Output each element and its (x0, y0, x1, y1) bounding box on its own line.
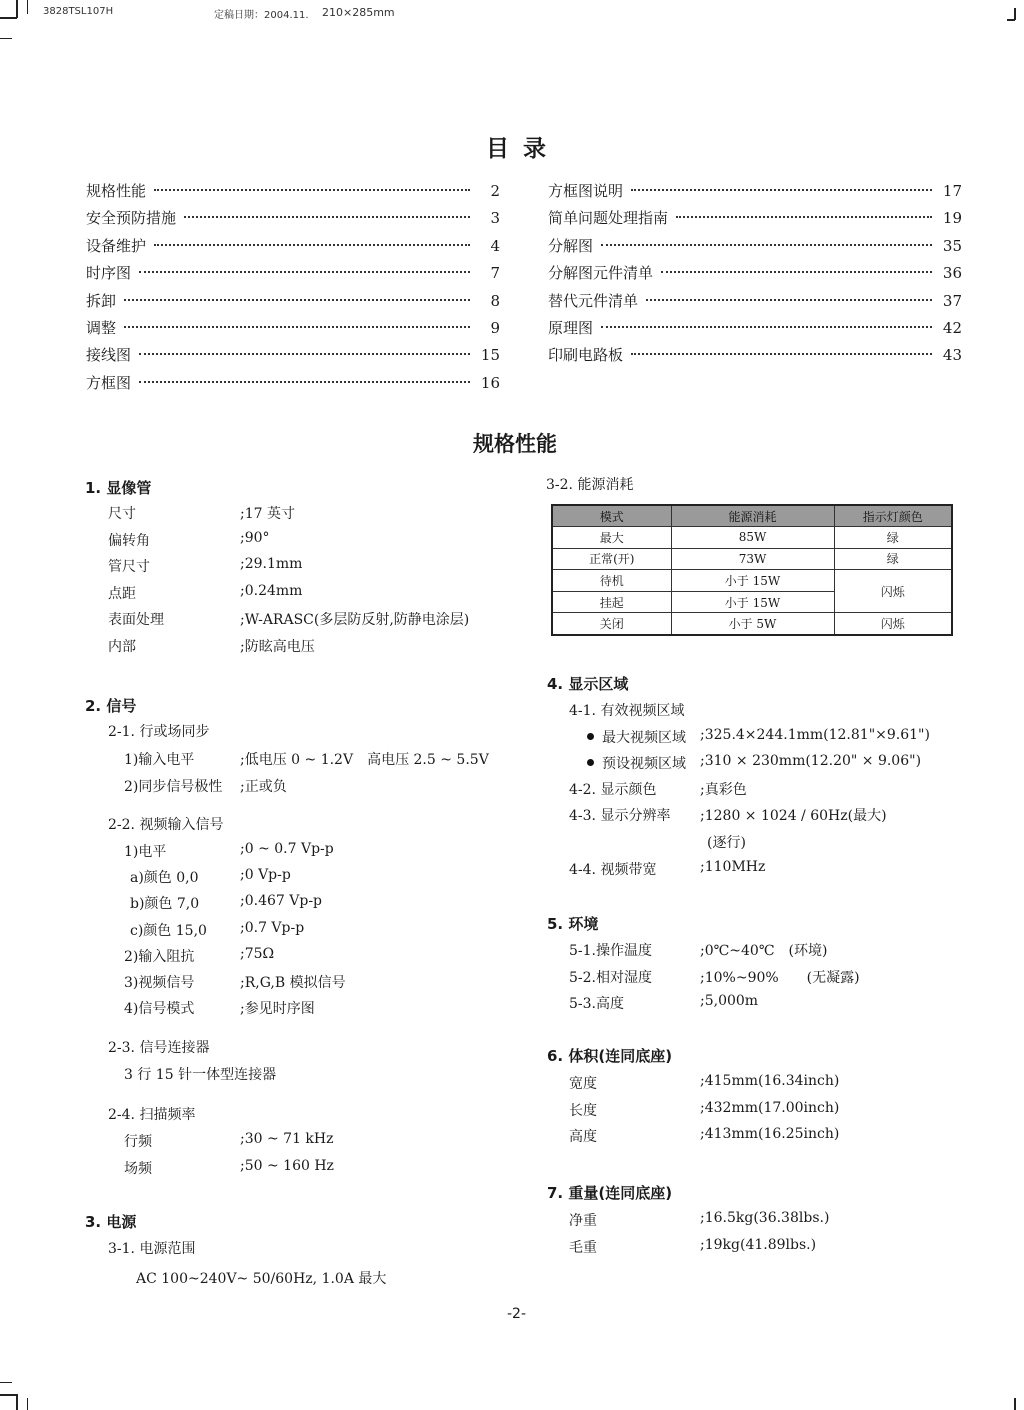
video-input-label: a)颜色 0,0 (130, 870, 199, 887)
table-row (552, 548, 952, 570)
resolution-value: ;1280 × 1024 / 60Hz(最大) (700, 808, 887, 824)
crt-spec-label: 内部 (108, 639, 136, 655)
video-bandwidth-label: 4-4. 视频带宽 (569, 862, 657, 878)
section-3-2-heading: 3-2. 能源消耗 (546, 477, 634, 493)
toc-entry-label: 方框图说明 (548, 182, 624, 200)
toc-leader-dots (154, 244, 470, 246)
section-2-3-heading: 2-3. 信号连接器 (108, 1040, 210, 1056)
bullet-icon (587, 733, 594, 740)
video-input-value: ;0.7 Vp-p (240, 919, 305, 936)
section-6-heading: 6. 体积(连同底座) (547, 1047, 673, 1065)
section-5-heading: 5. 环境 (547, 915, 599, 933)
video-bandwidth-value: ;110MHz (700, 859, 766, 875)
crop-mark-bl4 (0, 1382, 12, 1383)
dimension-value: ;415mm(16.34inch) (700, 1073, 840, 1089)
toc-entry-page: 9 (490, 319, 500, 337)
crt-spec-label: 点距 (108, 585, 136, 602)
section-2-4-heading: 2-4. 扫描频率 (108, 1107, 196, 1123)
toc-entry (86, 207, 500, 229)
toc-leader-dots (139, 381, 470, 383)
toc-entry-page: 8 (490, 291, 500, 310)
crop-mark-tl (16, 0, 18, 18)
section-4-1-heading: 4-1. 有效视频区域 (569, 703, 685, 719)
resolution-label: 4-3. 显示分辨率 (569, 808, 671, 824)
crop-mark-br (1014, 1398, 1016, 1410)
video-input-label: b)颜色 7,0 (130, 896, 200, 913)
dimension-label: 高度 (569, 1129, 597, 1145)
toc-entry-label: 分解图元件清单 (548, 264, 654, 283)
toc-entry (86, 372, 500, 394)
toc-entry-page: 43 (942, 346, 962, 365)
toc-entry-label: 方框图 (86, 373, 132, 392)
toc-leader-dots (646, 299, 932, 301)
table-cell-led: 绿 (834, 527, 952, 549)
crt-spec-value: ;防眩高电压 (240, 639, 315, 655)
toc-entry-label: 简单问题处理指南 (548, 209, 669, 228)
toc-entry (86, 180, 500, 202)
preset-video-area-label: 预设视频区域 (587, 753, 686, 773)
table-cell-power: 85W (671, 527, 834, 549)
power-consumption-table (551, 504, 953, 636)
toc-entry-label: 规格性能 (86, 182, 147, 200)
table-header-power: 能源消耗 (671, 505, 834, 527)
environment-value: ;10%~90% (无凝露) (700, 969, 860, 986)
toc-leader-dots (601, 326, 932, 328)
video-input-value: ;0 Vp-p (240, 867, 291, 884)
crop-mark-tl4 (0, 38, 12, 39)
table-row (552, 613, 952, 635)
toc-entry (548, 180, 962, 202)
table-cell-power: 73W (671, 548, 834, 570)
toc-entry (86, 344, 500, 366)
crop-mark-tl2 (0, 17, 17, 19)
sync-level-label: 1)输入电平 (124, 752, 195, 768)
table-cell-power: 小于 15W (671, 591, 834, 613)
toc-entry-label: 时序图 (86, 264, 132, 283)
environment-value: ;5,000m (700, 993, 759, 1009)
scan-frequency-label: 场频 (124, 1161, 152, 1177)
toc-entry-page: 19 (942, 209, 962, 228)
toc-entry-page: 42 (942, 319, 962, 337)
toc-entry-label: 印刷电路板 (548, 346, 624, 365)
toc-entry-page: 36 (942, 264, 962, 283)
video-input-label: 3)视频信号 (124, 975, 195, 991)
sync-polarity-label: 2)同步信号极性 (124, 779, 223, 795)
environment-value: ;0℃~40℃ (环境) (700, 943, 828, 959)
toc-entry-page: 15 (480, 346, 500, 365)
table-cell-led: 闪烁 (834, 613, 952, 635)
weight-label: 净重 (569, 1213, 597, 1229)
toc-leader-dots (154, 189, 470, 191)
toc-entry-page: 2 (490, 182, 500, 200)
toc-entry-label: 原理图 (548, 319, 594, 337)
environment-label: 5-3.高度 (569, 996, 624, 1012)
specs-title: 规格性能 (473, 432, 557, 456)
table-row (552, 527, 952, 549)
toc-leader-dots (661, 271, 932, 273)
table-cell-mode: 正常(开) (552, 548, 671, 570)
toc-entry (86, 317, 500, 339)
table-cell-mode: 待机 (552, 570, 671, 592)
toc-entry-page: 16 (480, 373, 500, 392)
crt-spec-label: 偏转角 (108, 532, 150, 549)
toc-leader-dots (139, 353, 470, 355)
section-7-heading: 7. 重量(连同底座) (547, 1184, 673, 1202)
max-video-area-label: 最大视频区域 (587, 727, 686, 747)
section-3-1-heading: 3-1. 电源范围 (108, 1241, 196, 1257)
toc-entry-label: 接线图 (86, 346, 132, 365)
display-color-label: 4-2. 显示颜色 (569, 782, 657, 798)
toc-entry-label: 设备维护 (86, 236, 147, 255)
max-video-area-value: ;325.4×244.1mm(12.81"×9.61") (700, 727, 930, 743)
crop-mark-tl3 (27, 0, 28, 14)
weight-value: ;19kg(41.89lbs.) (700, 1236, 817, 1253)
crop-mark-tr2 (1007, 19, 1015, 21)
scan-frequency-value: ;50 ~ 160 Hz (240, 1158, 334, 1174)
toc-entry (86, 235, 500, 257)
table-cell-mode: 最大 (552, 527, 671, 549)
doc-size: 210×285mm (322, 6, 395, 19)
section-4-heading: 4. 显示区域 (547, 675, 629, 693)
section-2-2-heading: 2-2. 视频输入信号 (108, 817, 224, 833)
toc-entry-page: 17 (942, 182, 962, 200)
crt-spec-label: 表面处理 (108, 612, 164, 629)
toc-title: 目录 (486, 136, 560, 162)
environment-label: 5-1.操作温度 (569, 943, 652, 959)
crt-spec-label: 管尺寸 (108, 559, 150, 576)
toc-leader-dots (631, 189, 932, 191)
toc-entry-page: 7 (490, 264, 500, 283)
toc-entry (86, 262, 500, 284)
table-cell-led-merged: 闪烁 (834, 570, 952, 613)
toc-entry-label: 拆卸 (86, 291, 117, 310)
toc-entry-label: 调整 (86, 319, 117, 337)
toc-entry-page: 3 (490, 209, 500, 228)
toc-leader-dots (601, 244, 932, 246)
power-range-text: AC 100~240V~ 50/60Hz, 1.0A 最大 (136, 1271, 387, 1287)
video-input-value: ;0 ~ 0.7 Vp-p (240, 841, 334, 857)
crop-mark-bl (16, 1394, 18, 1410)
toc-entry-label: 分解图 (548, 236, 594, 255)
table-header-led: 指示灯颜色 (834, 505, 952, 527)
crt-spec-value: ;0.24mm (240, 582, 303, 599)
dimension-value: ;432mm(17.00inch) (700, 1099, 840, 1116)
table-cell-mode: 关闭 (552, 613, 671, 635)
toc-entry (548, 262, 962, 284)
crt-spec-label: 尺寸 (108, 506, 136, 522)
toc-entry-page: 4 (490, 236, 500, 255)
dimension-label: 长度 (569, 1102, 597, 1119)
preset-video-area-value: ;310 × 230mm(12.20" × 9.06") (700, 753, 922, 769)
weight-label: 毛重 (569, 1239, 597, 1256)
crt-spec-value: ;29.1mm (240, 556, 303, 573)
toc-entry (548, 207, 962, 229)
display-color-value: ;真彩色 (700, 782, 747, 798)
table-cell-led: 绿 (834, 548, 952, 570)
toc-entry-page: 35 (942, 236, 962, 255)
table-cell-power: 小于 5W (671, 613, 834, 635)
section-3-heading: 3. 电源 (85, 1213, 137, 1231)
section-2-heading: 2. 信号 (85, 697, 137, 715)
table-header-row (552, 505, 952, 527)
crop-mark-bl2 (0, 1394, 17, 1396)
toc-leader-dots (184, 216, 470, 218)
doc-date: 定稿日期：2004.11. (214, 10, 309, 21)
crop-mark-bl3 (27, 1398, 28, 1410)
crt-spec-value: ;W-ARASC(多层防反射,防静电涂层) (240, 612, 470, 629)
toc-leader-dots (124, 299, 470, 301)
toc-entry (548, 235, 962, 257)
weight-value: ;16.5kg(36.38lbs.) (700, 1210, 830, 1226)
toc-entry (86, 290, 500, 312)
connector-text: 3 行 15 针一体型连接器 (124, 1067, 277, 1083)
toc-leader-dots (139, 271, 470, 273)
crt-spec-value: ;90° (240, 529, 270, 546)
table-row (552, 570, 952, 592)
video-input-value: ;75Ω (240, 945, 275, 962)
scan-frequency-label: 行频 (124, 1134, 152, 1150)
toc-entry-label: 替代元件清单 (548, 291, 639, 310)
video-input-label: 4)信号模式 (124, 1001, 195, 1018)
video-input-value: ;参见时序图 (240, 1001, 315, 1018)
video-input-label: c)颜色 15,0 (130, 922, 207, 939)
table-cell-power: 小于 15W (671, 570, 834, 592)
dimension-value: ;413mm(16.25inch) (700, 1126, 840, 1142)
toc-leader-dots (676, 216, 932, 218)
video-input-value: ;0.467 Vp-p (240, 893, 323, 910)
video-input-label: 2)输入阻抗 (124, 948, 195, 965)
toc-entry-page: 37 (942, 291, 962, 310)
page-number: -2- (507, 1306, 527, 1322)
sync-level-value: ;低电压 0 ~ 1.2V 高电压 2.5 ~ 5.5V (240, 752, 489, 768)
section-2-1-heading: 2-1. 行或场同步 (108, 724, 210, 740)
bullet-icon (587, 759, 594, 766)
crt-spec-value: ;17 英寸 (240, 506, 295, 522)
toc-leader-dots (631, 353, 932, 355)
resolution-note: (逐行) (707, 835, 746, 851)
toc-entry-label: 安全预防措施 (86, 209, 177, 228)
toc-leader-dots (124, 326, 470, 328)
doc-code: 3828TSL107H (43, 6, 114, 17)
table-header-mode: 模式 (552, 505, 671, 527)
scan-frequency-value: ;30 ~ 71 kHz (240, 1131, 334, 1147)
environment-label: 5-2.相对湿度 (569, 969, 652, 986)
toc-entry (548, 344, 962, 366)
toc-entry (548, 317, 962, 339)
video-input-value: ;R,G,B 模拟信号 (240, 975, 346, 991)
sync-polarity-value: ;正或负 (240, 779, 287, 795)
table-cell-mode: 挂起 (552, 591, 671, 613)
dimension-label: 宽度 (569, 1076, 597, 1092)
video-input-label: 1)电平 (124, 844, 167, 860)
toc-entry (548, 290, 962, 312)
section-1-heading: 1. 显像管 (85, 479, 152, 497)
